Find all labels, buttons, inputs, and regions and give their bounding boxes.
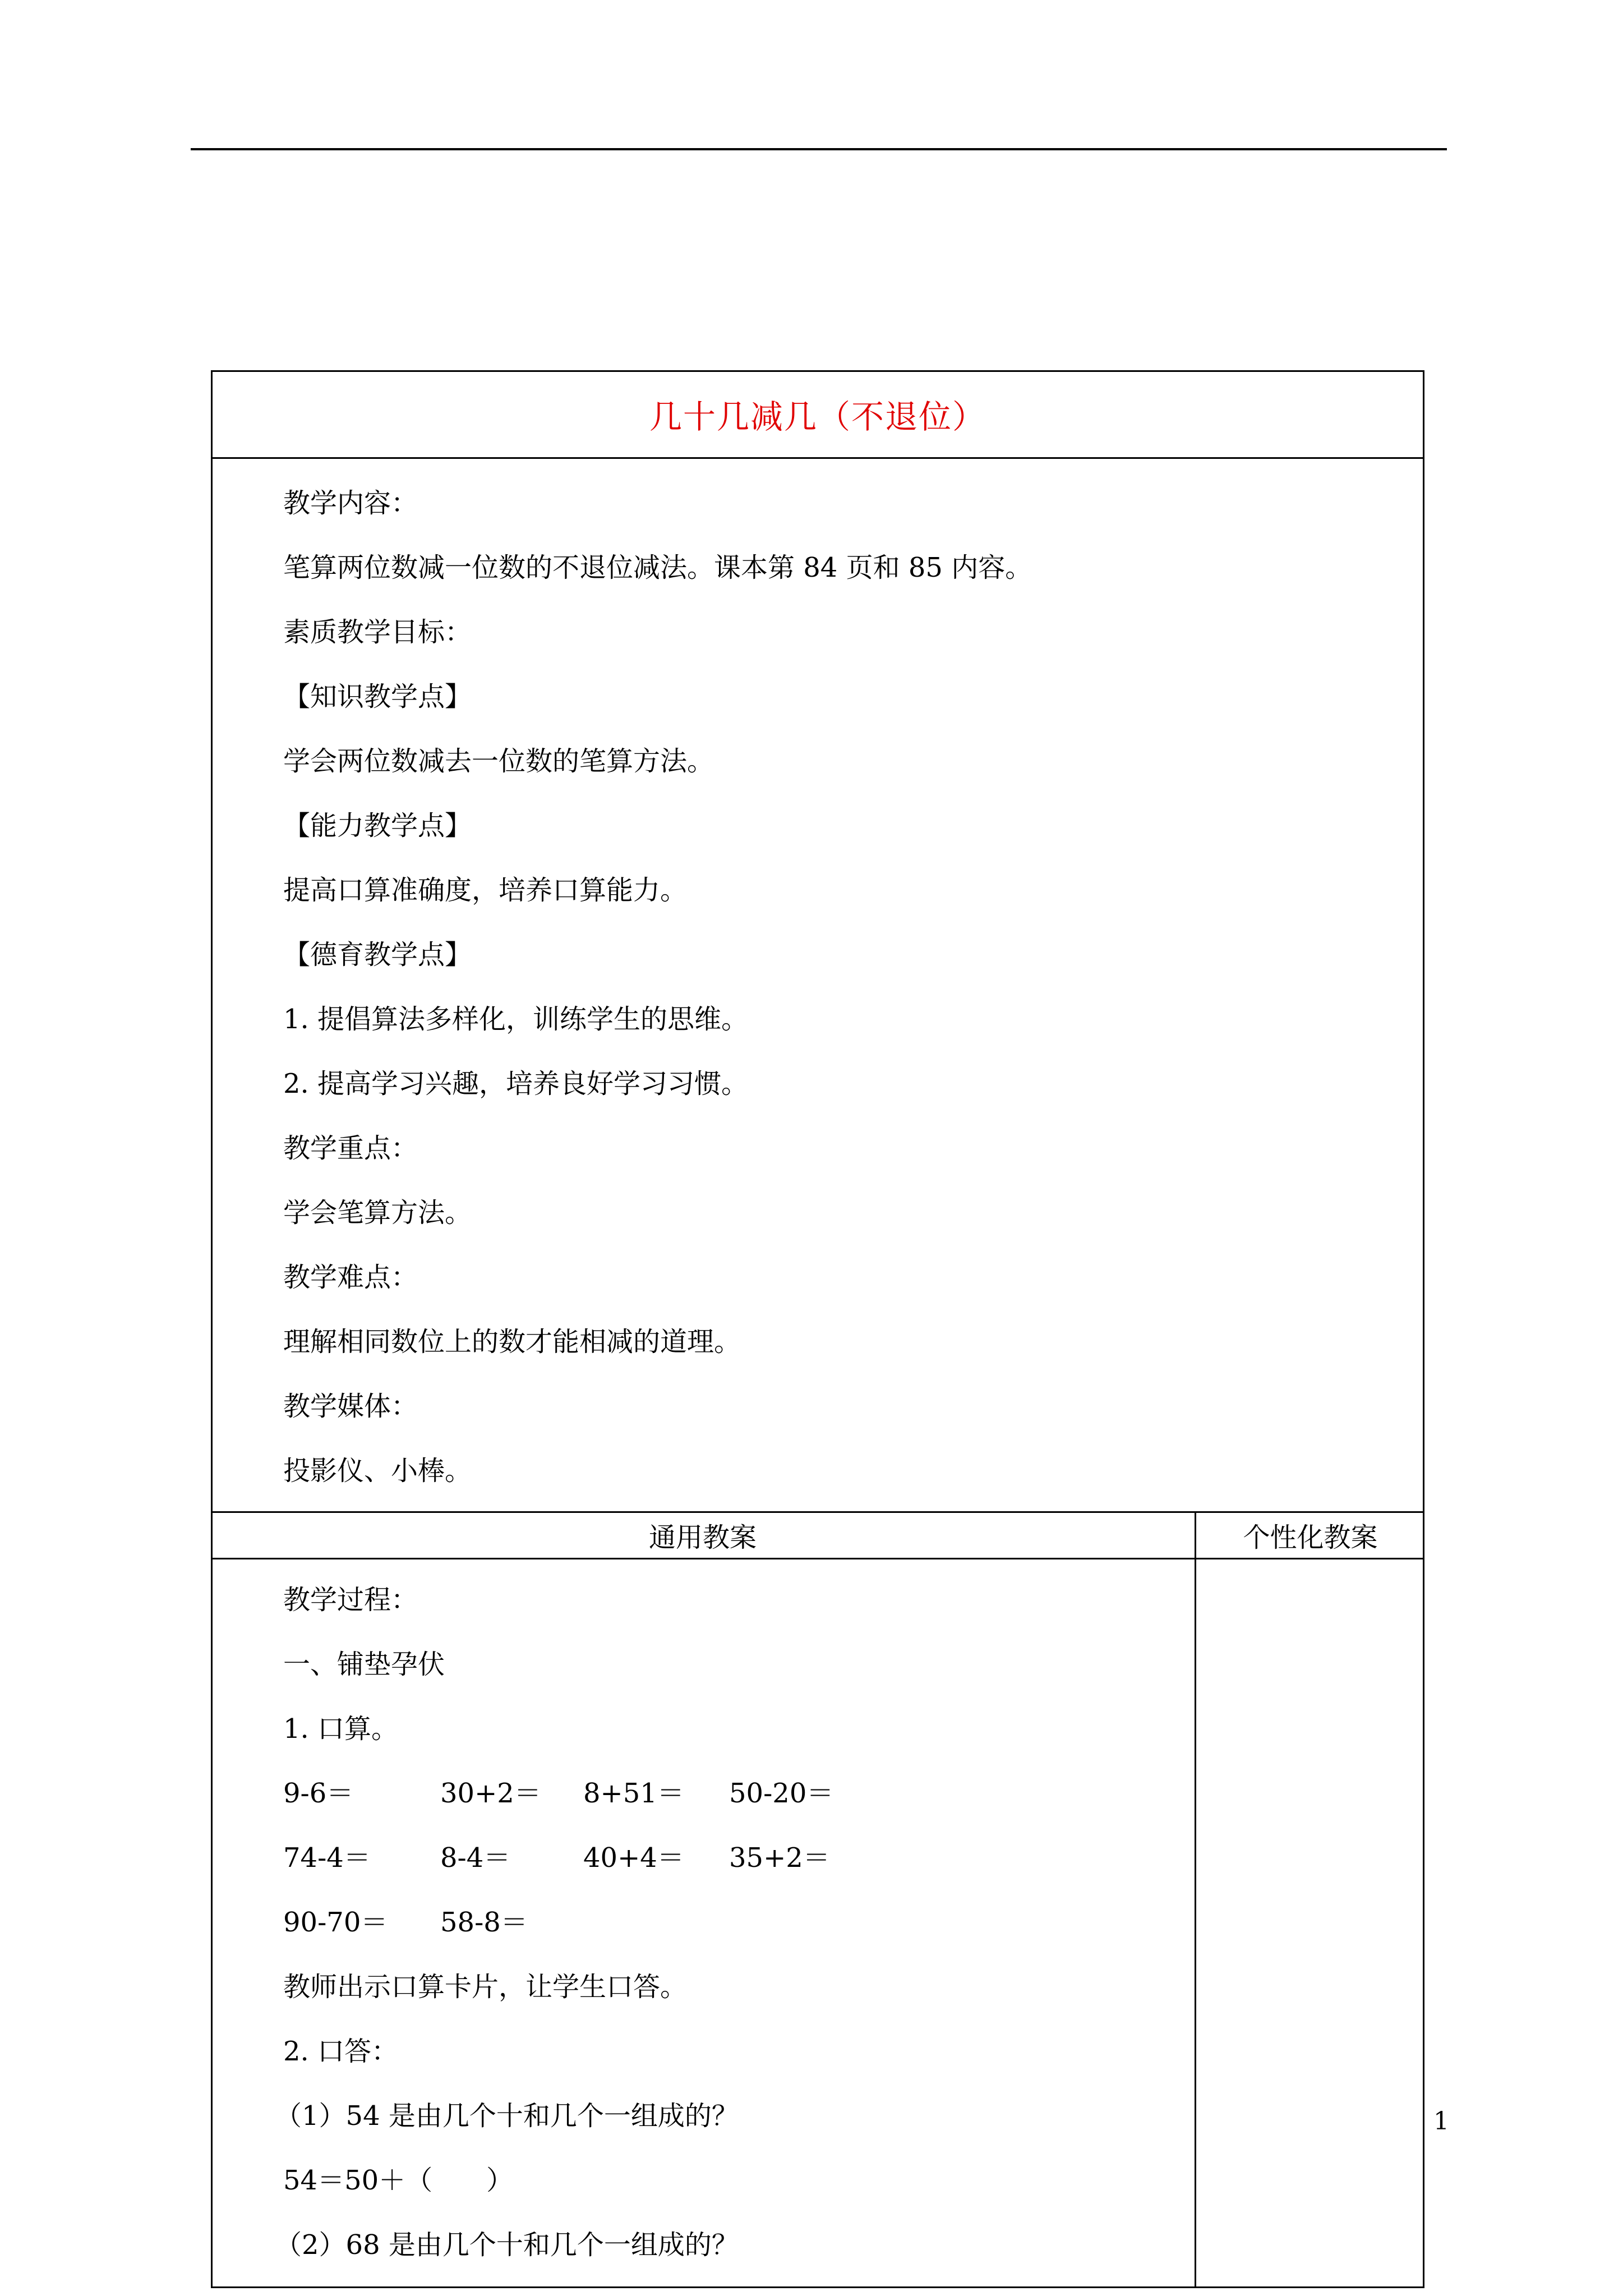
oral-calc-item: 90-70＝ (283, 1907, 388, 1938)
column-header-bottom-divider (211, 1558, 1424, 1559)
process-line: 一、铺垫孕伏 (283, 1649, 445, 1680)
overview-line: 笔算两位数减一位数的不退位减法。课本第 84 页和 85 内容。 (283, 552, 1032, 583)
lesson-title: 几十几减几（不退位） (649, 398, 986, 436)
overview-line: 教学重点： (283, 1133, 418, 1164)
process-line: 教学过程： (283, 1584, 418, 1616)
page-number: 1 (1433, 2107, 1449, 2136)
overview-line: 【能力教学点】 (283, 810, 472, 841)
oral-calc-item: 30+2＝ (440, 1778, 541, 1809)
general-plan-header: 通用教案 (648, 1521, 757, 1553)
oral-calc-item: 58-8＝ (440, 1907, 528, 1938)
overview-line: 【知识教学点】 (283, 681, 472, 712)
process-line: 2. 口答： (283, 2036, 399, 2067)
page-header-rule (191, 148, 1447, 150)
overview-line: 提高口算准确度，培养口算能力。 (283, 875, 688, 906)
oral-calc-item: 9-6＝ (283, 1778, 354, 1809)
overview-line: 教学内容： (283, 487, 418, 519)
process-line: 54＝50＋（ ） (283, 2165, 514, 2196)
oral-calc-item: 74-4＝ (283, 1842, 371, 1874)
overview-line: 1. 提倡算法多样化，训练学生的思维。 (283, 1004, 749, 1035)
process-line: （2）68 是由几个十和几个一组成的？ (275, 2229, 739, 2261)
overview-line: 教学难点： (283, 1262, 418, 1293)
overview-line: 2. 提高学习兴趣，培养良好学习习惯。 (283, 1068, 749, 1099)
process-line: 教师出示口算卡片，让学生口答。 (283, 1971, 688, 2003)
overview-line: 投影仪、小棒。 (283, 1455, 472, 1487)
overview-line: 学会笔算方法。 (283, 1197, 472, 1228)
overview-line: 教学媒体： (283, 1391, 418, 1422)
column-divider (1195, 1511, 1196, 2288)
overview-line: 【德育教学点】 (283, 939, 472, 970)
oral-calc-item: 40+4＝ (583, 1842, 684, 1874)
oral-calc-item: 35+2＝ (729, 1842, 830, 1874)
overview-line: 素质教学目标： (283, 616, 472, 648)
personal-plan-header: 个性化教案 (1243, 1521, 1378, 1553)
overview-line: 学会两位数减去一位数的笔算方法。 (283, 746, 714, 777)
overview-line: 理解相同数位上的数才能相减的道理。 (283, 1326, 741, 1358)
oral-calc-item: 8+51＝ (583, 1778, 684, 1809)
oral-calc-item: 8-4＝ (440, 1842, 511, 1874)
oral-calc-item: 50-20＝ (729, 1778, 834, 1809)
process-line: （1）54 是由几个十和几个一组成的？ (275, 2100, 739, 2132)
process-line: 1. 口算。 (283, 1713, 399, 1745)
